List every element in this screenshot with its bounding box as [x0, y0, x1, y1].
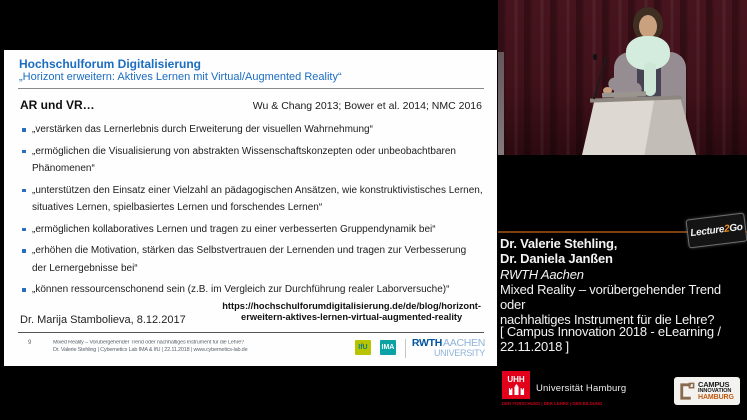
speaker-video	[498, 0, 747, 155]
talk-title-line2: nachhaltiges Instrument für die Lehre?	[500, 312, 715, 328]
ci-line2: INNOVATION	[698, 388, 732, 394]
rwth-logo-university: UNIVERSITY	[433, 348, 485, 358]
rwth-logo-main: RWTH	[411, 337, 443, 349]
slide-footer	[28, 338, 485, 358]
rwth-logo-aachen: AACHEN	[443, 337, 485, 349]
microphone-icon	[593, 54, 597, 60]
slide-header-subtitle: „Horizont erweitern: Aktives Lernen mit Virtual/Augmented Reality“	[19, 71, 342, 83]
slide-bullet-list	[21, 121, 483, 303]
uhh-logo	[502, 371, 627, 407]
slide-header-title: Hochschulforum Digitalisierung	[19, 57, 202, 71]
speaker-face	[639, 15, 657, 38]
event-info	[500, 324, 744, 355]
ci-line1: CAMPUS	[698, 380, 730, 389]
talk-info	[500, 236, 744, 328]
slide-author-date: Dr. Marija Stambolieva, 8.12.2017	[20, 314, 186, 326]
ci-icon	[677, 382, 696, 401]
event-line2: 22.11.2018 ]	[500, 339, 569, 355]
slide-footer-logos	[346, 338, 485, 358]
bullet-item: „verstärken das Lernerlebnis durch Erweiterung der visuellen Wahrnehmung“	[21, 121, 483, 139]
slide-header	[19, 57, 482, 84]
uhh-logo-square	[502, 371, 530, 399]
slide-header-rule	[18, 88, 484, 89]
rwth-logo-divider	[405, 339, 406, 358]
slide-page-number: 9	[28, 340, 32, 346]
slide-section-title: AR und VR…	[20, 98, 95, 112]
badge-text-go: Go	[728, 221, 744, 235]
castle-icon	[508, 384, 525, 395]
stage-edge	[498, 52, 504, 155]
bullet-item: „ermöglichen die Visualisierung von abstrakten Wissenschaftskonzepten oder unbeobachtbaren Phänomenen“	[21, 143, 483, 178]
ifu-logo: IfU	[355, 340, 371, 355]
badge-text-2: 2	[723, 223, 731, 236]
speaker-name-2: Dr. Daniela Janßen	[500, 251, 613, 267]
slide-source-url-line2: erweitern-aktives-lernen-virtual-augmented-reality	[241, 312, 463, 322]
bullet-item: „ermöglichen kollaboratives Lernen und tragen zu einer verbesserten Gruppendynamik bei“	[21, 221, 483, 239]
slide-section-row	[20, 98, 482, 112]
ci-line3: HAMBURG	[698, 394, 734, 401]
slide-footer-text	[53, 340, 247, 354]
slide-source-url	[222, 301, 481, 323]
slide-citation: Wu & Chang 2013; Bower et al. 2014; NMC 2016	[252, 100, 482, 112]
slide-footer-rule	[18, 332, 484, 333]
ci-text	[698, 381, 734, 401]
uhh-name: Universität Hamburg	[536, 383, 627, 394]
lectern	[582, 97, 696, 155]
campus-innovation-logo	[674, 377, 740, 405]
ima-logo: IMA	[380, 340, 396, 355]
event-line1: [ Campus Innovation 2018 - eLearning /	[500, 324, 721, 339]
bullet-item: „unterstützen den Einsatz einer Vielzahl an pädagogischen Ansätzen, wie konstruktivistisches Lernen, situatives Lernen, spielbasiertes Lernen und forschendes Lernen“	[21, 182, 483, 217]
uhh-tagline: DER FORSCHUNG | DER LEHRE | DER BILDUNG	[502, 402, 603, 407]
bullet-item: „erhöhen die Motivation, stärken das Selbstvertrauen der Lernenden und tragen zur Verbesserung der Lernergebnisse bei“	[21, 242, 483, 277]
badge-text-lecture: Lecture	[689, 224, 725, 240]
slide-footer-line1: Mixed Reality – Vorübergehender Trend oder nachhaltiges Instrument für die Lehre?	[53, 340, 245, 346]
talk-title-line1: Mixed Reality – vorübergehender Trend oder	[500, 281, 721, 313]
speaker-name-1: Dr. Valerie Stehling,	[500, 236, 618, 251]
bullet-item: „können ressourcenschonend sein (z.B. im Vergleich zur Durchführung realer Laborversuche)“	[21, 281, 483, 299]
presentation-slide	[4, 50, 497, 366]
speaker-affiliation: RWTH Aachen	[500, 266, 584, 282]
slide-footer-line2: Dr. Valerie Stehling | Cybernetics Lab IMA & IfU | 22.11.2018 | www.cybernetics-lab.de	[53, 346, 248, 353]
rwth-aachen-logo	[412, 338, 485, 358]
uhh-abbr: UHH	[507, 374, 525, 384]
slide-source-url-line1: https://hochschulforumdigitalisierung.de/de/blog/horizont-	[222, 301, 481, 311]
